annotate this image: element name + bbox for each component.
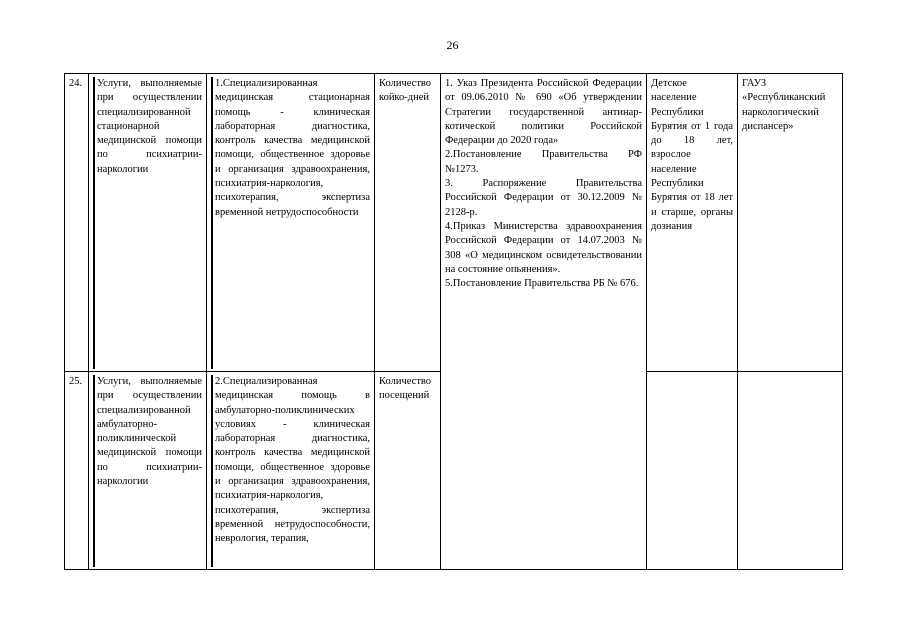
row-number: 24. xyxy=(65,74,89,372)
page-number: 26 xyxy=(446,38,459,52)
row-number: 25. xyxy=(65,372,89,570)
service-unit: Количество посещений xyxy=(375,372,441,570)
legal-act: 1. Указ Президента Российской Федерации от 09.06.2010 № 690 «Об утверждении Стратегии государственной антинар-котической политики Российской Федерации до 2020 года» xyxy=(445,78,642,147)
service-name-text: Услуги, выполняемые при осуществлении специализированной стационарной медицинской помощи по психиатрии-наркологии xyxy=(93,77,202,369)
service-unit: Количество койко-дней xyxy=(375,74,441,372)
empty-cell xyxy=(738,372,843,570)
services-table xyxy=(64,73,843,570)
service-name-text: Услуги, выполняемые при осуществлении специализированной амбулаторно-поликлинической медицинской помощи по психиатрии-наркологии xyxy=(93,375,202,567)
service-profile xyxy=(207,74,375,372)
service-profile-text: 2.Специализированная медицинская помощь в амбулаторно-поликлинических условиях - клиническая лабораторная диагностика, контроль качества медицинской помощи, общественное здоровье и организация здравоохранения, психиатрия-наркология, психотерапия, экспертиза временной нетрудоспособности, неврология, терапия, xyxy=(211,375,370,567)
table-row xyxy=(65,74,843,372)
legal-act: 4.Приказ Министерства здравоохранения Российской Федерации от 14.07.2003 № 308 «О медицинском освидетельствовании на состояние опьянения». xyxy=(445,220,642,275)
empty-cell xyxy=(647,372,738,570)
service-name xyxy=(89,372,207,570)
service-profile xyxy=(207,372,375,570)
legal-act: 5.Постановление Правительства РБ № 676. xyxy=(445,278,639,290)
legal-act: 2.Постановление Правительства РФ №1273. xyxy=(445,149,642,175)
service-profile-text: 1.Специализированная медицинская стационарная помощь - клиническая лабораторная диагностика, контроль качества медицинской помощи, общественное здоровье и организация здравоохранения, психиатрия-наркология, психотерапия, экспертиза временной нетрудоспособности xyxy=(211,77,370,369)
legal-act: 3. Распоряжение Правительства Российской Федерации от 30.12.2009 № 2128-р. xyxy=(445,178,642,218)
service-consumers: Детское население Республики Бурятия от 1 года до 18 лет, взрослое население Республики Бурятия от 18 лет и старше, органы дознания xyxy=(647,74,738,372)
service-provider: ГАУЗ «Республиканский наркологический диспансер» xyxy=(738,74,843,372)
legal-acts xyxy=(441,74,647,570)
service-name xyxy=(89,74,207,372)
